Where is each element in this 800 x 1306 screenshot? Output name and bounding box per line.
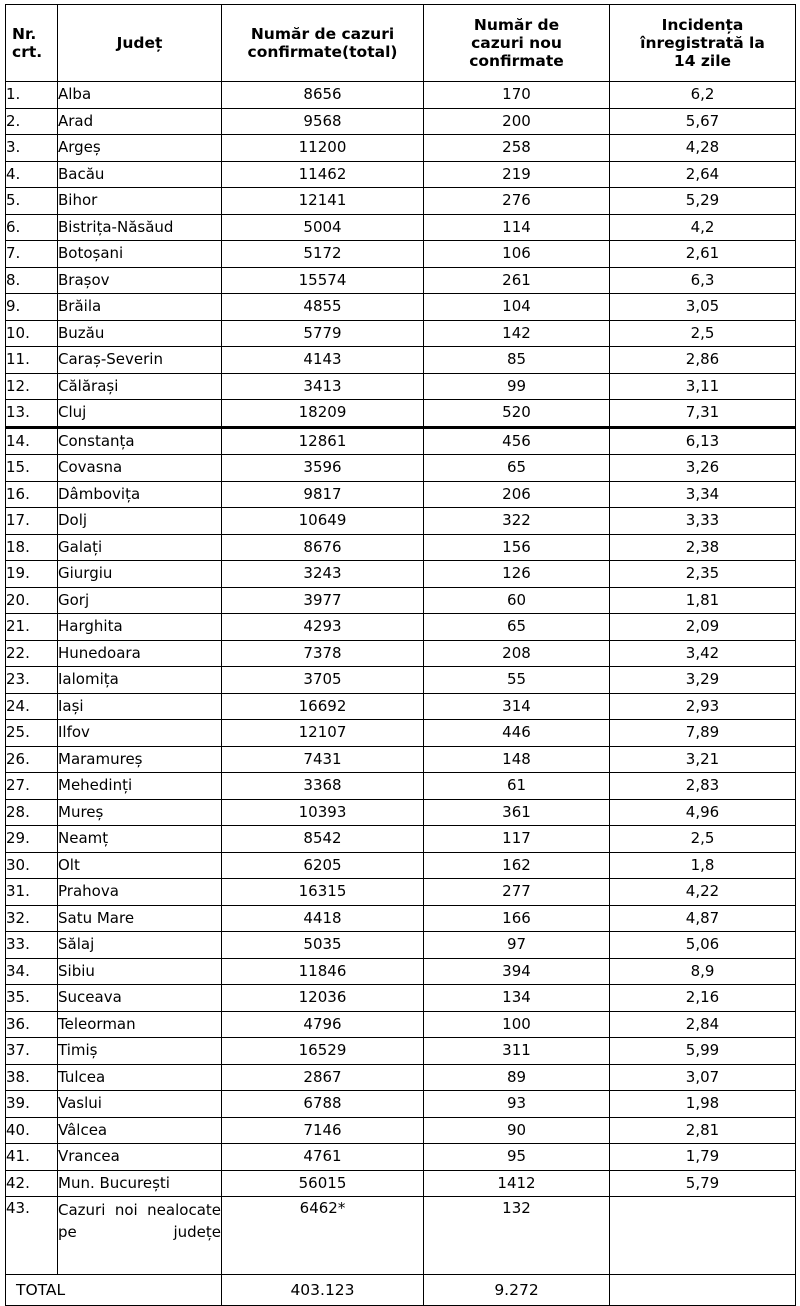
cell-confirmate-total: 10649 xyxy=(222,508,424,535)
cell-judet: Mureș xyxy=(58,799,222,826)
table-row xyxy=(6,1117,796,1144)
cell-nr: 14. xyxy=(6,427,58,455)
cell-judet: Giurgiu xyxy=(58,561,222,588)
cell-nr: 5. xyxy=(6,188,58,215)
cell-judet: Satu Mare xyxy=(58,905,222,932)
cell-confirmate-total: 3596 xyxy=(222,455,424,482)
cell-cazuri-nou: 200 xyxy=(424,108,610,135)
cell-nr: 26. xyxy=(6,746,58,773)
cell-nr: 22. xyxy=(6,640,58,667)
cell-confirmate-total: 15574 xyxy=(222,267,424,294)
cell-confirmate-total: 18209 xyxy=(222,400,424,428)
cell-judet: Botoșani xyxy=(58,241,222,268)
cell-judet: Covasna xyxy=(58,455,222,482)
cell-incidenta: 5,06 xyxy=(610,932,796,959)
cell-judet: Suceava xyxy=(58,985,222,1012)
cell-confirmate-total: 3243 xyxy=(222,561,424,588)
cell-judet: Galați xyxy=(58,534,222,561)
cell-judet: Vâlcea xyxy=(58,1117,222,1144)
cell-cazuri-nou: 106 xyxy=(424,241,610,268)
cell-confirmate-total: 7378 xyxy=(222,640,424,667)
cell-confirmate-total: 16315 xyxy=(222,879,424,906)
cell-incidenta: 2,09 xyxy=(610,614,796,641)
cell-confirmate-total: 16529 xyxy=(222,1038,424,1065)
table-row xyxy=(6,534,796,561)
cell-judet: Dâmbovița xyxy=(58,481,222,508)
cell-nr: 36. xyxy=(6,1011,58,1038)
total-confirmate: 403.123 xyxy=(222,1275,424,1306)
cell-nr: 43. xyxy=(6,1197,58,1275)
cell-judet: Timiș xyxy=(58,1038,222,1065)
table-row xyxy=(6,640,796,667)
cell-incidenta: 1,81 xyxy=(610,587,796,614)
table-row xyxy=(6,1170,796,1197)
cell-incidenta: 4,22 xyxy=(610,879,796,906)
column-header-incidenta-line3: 14 zile xyxy=(673,52,732,71)
cell-cazuri-nou: 126 xyxy=(424,561,610,588)
cell-cazuri-nou: 65 xyxy=(424,614,610,641)
cell-confirmate-total: 3413 xyxy=(222,373,424,400)
cell-judet: Mehedinți xyxy=(58,773,222,800)
cell-incidenta: 3,07 xyxy=(610,1064,796,1091)
table-row xyxy=(6,1064,796,1091)
cell-cazuri-nou: 361 xyxy=(424,799,610,826)
cell-nr: 27. xyxy=(6,773,58,800)
cell-confirmate-total: 4293 xyxy=(222,614,424,641)
cell-cazuri-nou: 446 xyxy=(424,720,610,747)
column-header-confirmate-total xyxy=(222,5,424,82)
table-row xyxy=(6,1197,796,1275)
table-row xyxy=(6,693,796,720)
table-row xyxy=(6,161,796,188)
cell-incidenta: 2,5 xyxy=(610,320,796,347)
cell-judet: Caraș-Severin xyxy=(58,347,222,374)
cell-cazuri-nou: 104 xyxy=(424,294,610,321)
cell-cazuri-nou: 456 xyxy=(424,427,610,455)
cell-incidenta: 2,64 xyxy=(610,161,796,188)
cell-incidenta: 3,42 xyxy=(610,640,796,667)
cell-incidenta: 5,99 xyxy=(610,1038,796,1065)
cell-incidenta: 2,16 xyxy=(610,985,796,1012)
cell-confirmate-total: 10393 xyxy=(222,799,424,826)
table-row xyxy=(6,347,796,374)
cell-nr: 37. xyxy=(6,1038,58,1065)
cell-incidenta: 4,2 xyxy=(610,214,796,241)
column-header-nr xyxy=(6,5,58,82)
cell-incidenta: 6,2 xyxy=(610,82,796,109)
cell-nr: 12. xyxy=(6,373,58,400)
cell-cazuri-nou: 258 xyxy=(424,135,610,162)
cell-judet: Cluj xyxy=(58,400,222,428)
table-row xyxy=(6,852,796,879)
cell-nr: 40. xyxy=(6,1117,58,1144)
cell-cazuri-nou: 93 xyxy=(424,1091,610,1118)
cell-confirmate-total: 8656 xyxy=(222,82,424,109)
cell-incidenta: 3,29 xyxy=(610,667,796,694)
cell-cazuri-nou: 162 xyxy=(424,852,610,879)
table-header xyxy=(6,5,796,82)
cell-cazuri-nou: 156 xyxy=(424,534,610,561)
cell-nr: 11. xyxy=(6,347,58,374)
cell-cazuri-nou: 61 xyxy=(424,773,610,800)
cell-confirmate-total: 4796 xyxy=(222,1011,424,1038)
cell-nr: 17. xyxy=(6,508,58,535)
table-row xyxy=(6,294,796,321)
cell-incidenta: 5,67 xyxy=(610,108,796,135)
table-row xyxy=(6,799,796,826)
cell-cazuri-nou: 97 xyxy=(424,932,610,959)
cell-cazuri-nou: 208 xyxy=(424,640,610,667)
column-header-nou-line2: cazuri nou xyxy=(471,33,562,52)
cell-cazuri-nou: 261 xyxy=(424,267,610,294)
cell-nr: 7. xyxy=(6,241,58,268)
cell-cazuri-nou: 95 xyxy=(424,1144,610,1171)
cell-confirmate-total: 5172 xyxy=(222,241,424,268)
table-row xyxy=(6,108,796,135)
cell-incidenta: 2,61 xyxy=(610,241,796,268)
table-row xyxy=(6,400,796,428)
cell-incidenta: 2,5 xyxy=(610,826,796,853)
cell-nr: 35. xyxy=(6,985,58,1012)
cell-judet: Brașov xyxy=(58,267,222,294)
cell-judet: Sibiu xyxy=(58,958,222,985)
cell-nr: 30. xyxy=(6,852,58,879)
cell-judet: Olt xyxy=(58,852,222,879)
cell-nr: 29. xyxy=(6,826,58,853)
cell-cazuri-nou: 276 xyxy=(424,188,610,215)
table-row xyxy=(6,1038,796,1065)
cell-confirmate-total: 3977 xyxy=(222,587,424,614)
cell-judet: Bihor xyxy=(58,188,222,215)
cell-cazuri-nou: 55 xyxy=(424,667,610,694)
cell-cazuri-nou: 322 xyxy=(424,508,610,535)
cell-confirmate-total: 4418 xyxy=(222,905,424,932)
cell-confirmate-total: 8542 xyxy=(222,826,424,853)
cell-judet: Teleorman xyxy=(58,1011,222,1038)
cell-incidenta: 6,13 xyxy=(610,427,796,455)
cell-confirmate-total: 5035 xyxy=(222,932,424,959)
table-row xyxy=(6,720,796,747)
cell-cazuri-nou: 134 xyxy=(424,985,610,1012)
cell-cazuri-nou: 277 xyxy=(424,879,610,906)
cell-cazuri-nou: 166 xyxy=(424,905,610,932)
cell-incidenta: 5,79 xyxy=(610,1170,796,1197)
table-row xyxy=(6,561,796,588)
cell-incidenta: 4,96 xyxy=(610,799,796,826)
table-header-row xyxy=(6,5,796,82)
cell-nr: 41. xyxy=(6,1144,58,1171)
column-header-confirmate-line2: confirmate(total) xyxy=(247,43,398,61)
total-incidenta xyxy=(610,1275,796,1306)
cell-judet: Ilfov xyxy=(58,720,222,747)
table-footer xyxy=(6,1275,796,1306)
cell-nr: 6. xyxy=(6,214,58,241)
column-header-nr-line1: Nr. xyxy=(12,24,37,43)
cell-cazuri-nou: 394 xyxy=(424,958,610,985)
table-row xyxy=(6,879,796,906)
cell-confirmate-total: 3368 xyxy=(222,773,424,800)
cell-incidenta: 7,89 xyxy=(610,720,796,747)
cell-nr: 28. xyxy=(6,799,58,826)
cell-judet: Hunedoara xyxy=(58,640,222,667)
table-row xyxy=(6,587,796,614)
cell-judet: Vrancea xyxy=(58,1144,222,1171)
table-row xyxy=(6,427,796,455)
cell-confirmate-total: 8676 xyxy=(222,534,424,561)
cell-nr: 16. xyxy=(6,481,58,508)
column-header-incidenta xyxy=(610,5,796,82)
cell-nr: 33. xyxy=(6,932,58,959)
cell-confirmate-total: 12141 xyxy=(222,188,424,215)
cell-judet: Buzău xyxy=(58,320,222,347)
cell-confirmate-total: 6462* xyxy=(222,1197,424,1275)
cell-nr: 34. xyxy=(6,958,58,985)
cell-confirmate-total: 4855 xyxy=(222,294,424,321)
cell-confirmate-total: 9817 xyxy=(222,481,424,508)
cell-cazuri-nou: 99 xyxy=(424,373,610,400)
cell-judet: Brăila xyxy=(58,294,222,321)
table-body xyxy=(6,82,796,1275)
table-row xyxy=(6,746,796,773)
cell-cazuri-nou: 206 xyxy=(424,481,610,508)
cell-judet: Cazuri noi nealocate pe județe xyxy=(58,1197,222,1275)
cell-judet: Călărași xyxy=(58,373,222,400)
cell-judet: Ialomița xyxy=(58,667,222,694)
cell-nr: 24. xyxy=(6,693,58,720)
cell-cazuri-nou: 100 xyxy=(424,1011,610,1038)
cell-nr: 4. xyxy=(6,161,58,188)
cell-judet: Gorj xyxy=(58,587,222,614)
cell-judet: Constanța xyxy=(58,427,222,455)
table-row xyxy=(6,826,796,853)
cell-cazuri-nou: 117 xyxy=(424,826,610,853)
cell-incidenta: 2,83 xyxy=(610,773,796,800)
column-header-incidenta-line1: Incidența xyxy=(661,15,744,34)
cell-nr: 19. xyxy=(6,561,58,588)
column-header-nou-line1: Număr de xyxy=(473,15,560,34)
cell-confirmate-total: 9568 xyxy=(222,108,424,135)
cell-confirmate-total: 6788 xyxy=(222,1091,424,1118)
cell-nr: 38. xyxy=(6,1064,58,1091)
cell-incidenta: 3,21 xyxy=(610,746,796,773)
cell-judet: Maramureș xyxy=(58,746,222,773)
cell-incidenta: 3,34 xyxy=(610,481,796,508)
cell-confirmate-total: 56015 xyxy=(222,1170,424,1197)
cell-incidenta: 6,3 xyxy=(610,267,796,294)
cell-incidenta: 8,9 xyxy=(610,958,796,985)
cell-nr: 3. xyxy=(6,135,58,162)
cell-judet: Harghita xyxy=(58,614,222,641)
table-row xyxy=(6,455,796,482)
cell-nr: 9. xyxy=(6,294,58,321)
cell-judet: Tulcea xyxy=(58,1064,222,1091)
cell-cazuri-nou: 148 xyxy=(424,746,610,773)
total-nou-confirmate: 9.272 xyxy=(424,1275,610,1306)
cell-cazuri-nou: 142 xyxy=(424,320,610,347)
table-row xyxy=(6,905,796,932)
cell-incidenta: 2,38 xyxy=(610,534,796,561)
cell-judet: Sălaj xyxy=(58,932,222,959)
cell-nr: 39. xyxy=(6,1091,58,1118)
table-row xyxy=(6,320,796,347)
table-row xyxy=(6,481,796,508)
cell-cazuri-nou: 89 xyxy=(424,1064,610,1091)
cell-incidenta: 2,81 xyxy=(610,1117,796,1144)
total-row xyxy=(6,1275,796,1306)
cell-nr: 31. xyxy=(6,879,58,906)
cell-cazuri-nou: 1412 xyxy=(424,1170,610,1197)
cell-judet: Argeș xyxy=(58,135,222,162)
table-row xyxy=(6,932,796,959)
cell-confirmate-total: 11200 xyxy=(222,135,424,162)
cell-incidenta: 3,11 xyxy=(610,373,796,400)
cell-nr: 2. xyxy=(6,108,58,135)
cell-nr: 42. xyxy=(6,1170,58,1197)
cell-cazuri-nou: 65 xyxy=(424,455,610,482)
cell-judet: Neamț xyxy=(58,826,222,853)
cell-cazuri-nou: 520 xyxy=(424,400,610,428)
table-row xyxy=(6,267,796,294)
cell-confirmate-total: 11846 xyxy=(222,958,424,985)
cell-incidenta: 4,28 xyxy=(610,135,796,162)
cell-confirmate-total: 7431 xyxy=(222,746,424,773)
table-row xyxy=(6,214,796,241)
cell-nr: 8. xyxy=(6,267,58,294)
table-row xyxy=(6,958,796,985)
cell-incidenta: 4,87 xyxy=(610,905,796,932)
column-header-confirmate-line1: Număr de cazuri xyxy=(250,24,395,43)
table-row xyxy=(6,508,796,535)
cell-confirmate-total: 3705 xyxy=(222,667,424,694)
column-header-judet: Județ xyxy=(58,5,222,82)
cell-cazuri-nou: 132 xyxy=(424,1197,610,1275)
cell-cazuri-nou: 311 xyxy=(424,1038,610,1065)
cell-judet: Dolj xyxy=(58,508,222,535)
cell-confirmate-total: 12036 xyxy=(222,985,424,1012)
cases-by-county-table xyxy=(5,4,796,1306)
table-row xyxy=(6,1091,796,1118)
cell-judet: Iași xyxy=(58,693,222,720)
cell-nr: 23. xyxy=(6,667,58,694)
cell-incidenta: 2,35 xyxy=(610,561,796,588)
column-header-incidenta-line2: înregistrată la xyxy=(640,33,765,52)
cell-incidenta: 1,8 xyxy=(610,852,796,879)
cell-incidenta: 1,79 xyxy=(610,1144,796,1171)
table-row xyxy=(6,82,796,109)
cell-confirmate-total: 7146 xyxy=(222,1117,424,1144)
cell-confirmate-total: 6205 xyxy=(222,852,424,879)
cell-confirmate-total: 16692 xyxy=(222,693,424,720)
table-row xyxy=(6,373,796,400)
cell-judet: Bistrița-Năsăud xyxy=(58,214,222,241)
cell-nr: 18. xyxy=(6,534,58,561)
cell-incidenta: 3,26 xyxy=(610,455,796,482)
cell-incidenta: 3,33 xyxy=(610,508,796,535)
cell-nr: 10. xyxy=(6,320,58,347)
cell-nr: 13. xyxy=(6,400,58,428)
cell-judet: Alba xyxy=(58,82,222,109)
table-row xyxy=(6,985,796,1012)
cell-nr: 25. xyxy=(6,720,58,747)
cell-cazuri-nou: 170 xyxy=(424,82,610,109)
table-row xyxy=(6,667,796,694)
cell-judet: Mun. București xyxy=(58,1170,222,1197)
cell-incidenta: 7,31 xyxy=(610,400,796,428)
cell-nr: 1. xyxy=(6,82,58,109)
cell-incidenta: 2,93 xyxy=(610,693,796,720)
cell-confirmate-total: 5779 xyxy=(222,320,424,347)
cell-confirmate-total: 4761 xyxy=(222,1144,424,1171)
cell-confirmate-total: 12107 xyxy=(222,720,424,747)
cell-nr: 21. xyxy=(6,614,58,641)
cell-incidenta: 2,86 xyxy=(610,347,796,374)
cell-judet: Arad xyxy=(58,108,222,135)
column-header-cazuri-nou xyxy=(424,5,610,82)
table-row xyxy=(6,241,796,268)
total-label: TOTAL xyxy=(6,1275,222,1306)
cell-incidenta: 3,05 xyxy=(610,294,796,321)
cell-confirmate-total: 4143 xyxy=(222,347,424,374)
cell-confirmate-total: 5004 xyxy=(222,214,424,241)
cell-cazuri-nou: 219 xyxy=(424,161,610,188)
cell-nr: 15. xyxy=(6,455,58,482)
cell-cazuri-nou: 85 xyxy=(424,347,610,374)
cell-cazuri-nou: 60 xyxy=(424,587,610,614)
cell-incidenta: 5,29 xyxy=(610,188,796,215)
cell-judet: Bacău xyxy=(58,161,222,188)
table-row xyxy=(6,773,796,800)
cell-incidenta: 1,98 xyxy=(610,1091,796,1118)
column-header-nou-line3: confirmate xyxy=(469,52,564,71)
cell-judet: Prahova xyxy=(58,879,222,906)
cell-confirmate-total: 2867 xyxy=(222,1064,424,1091)
cell-confirmate-total: 12861 xyxy=(222,427,424,455)
table-row xyxy=(6,614,796,641)
cell-confirmate-total: 11462 xyxy=(222,161,424,188)
cell-nr: 32. xyxy=(6,905,58,932)
cell-cazuri-nou: 314 xyxy=(424,693,610,720)
cell-incidenta xyxy=(610,1197,796,1275)
table-row xyxy=(6,188,796,215)
table-row xyxy=(6,1144,796,1171)
cell-cazuri-nou: 90 xyxy=(424,1117,610,1144)
table-row xyxy=(6,135,796,162)
table-row xyxy=(6,1011,796,1038)
cell-incidenta: 2,84 xyxy=(610,1011,796,1038)
cell-cazuri-nou: 114 xyxy=(424,214,610,241)
column-header-nr-line2: crt. xyxy=(12,43,43,61)
cell-judet: Vaslui xyxy=(58,1091,222,1118)
cell-nr: 20. xyxy=(6,587,58,614)
